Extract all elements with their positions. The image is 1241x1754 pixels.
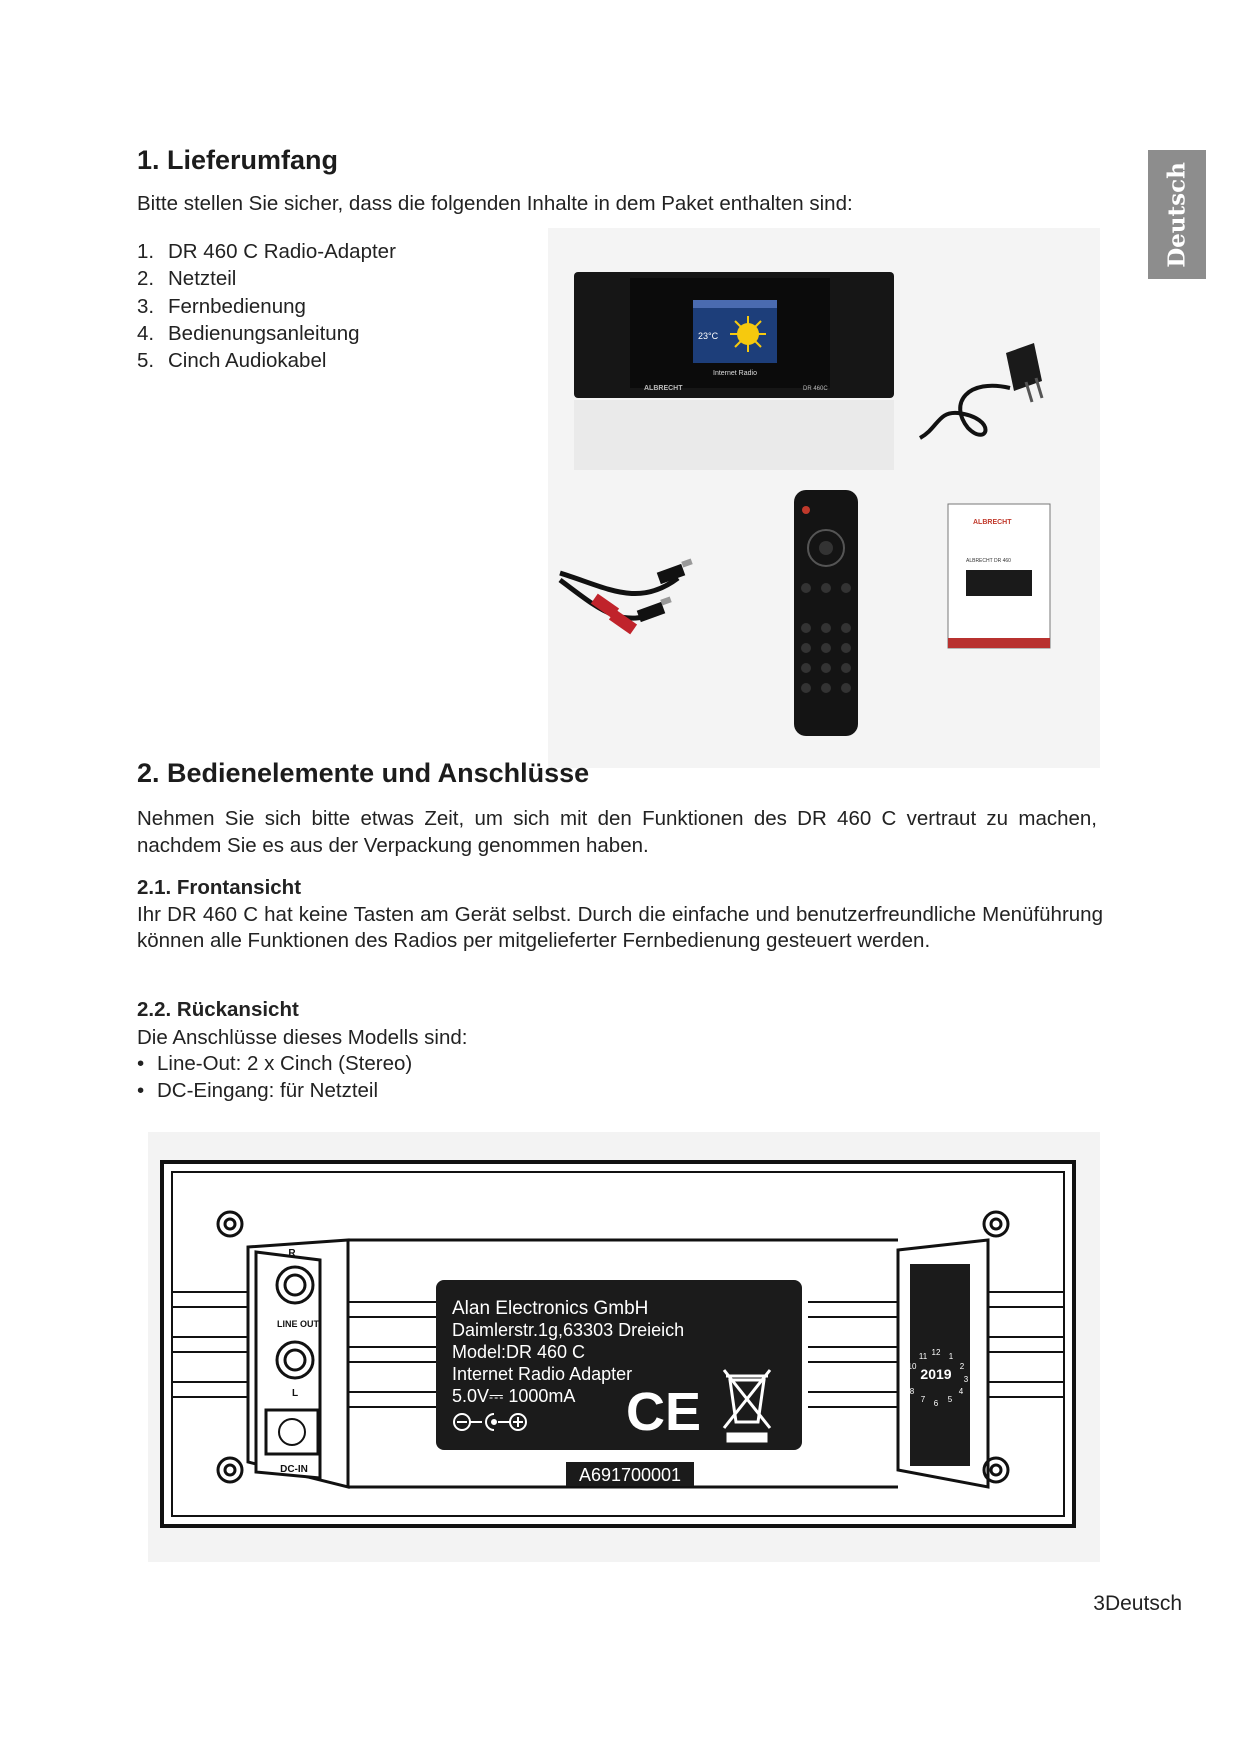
svg-text:5: 5 [947, 1395, 953, 1404]
page-footer: 3Deutsch [1093, 1592, 1182, 1615]
svg-text:3: 3 [963, 1375, 969, 1384]
svg-text:6: 6 [933, 1399, 939, 1408]
dc-in-socket [266, 1410, 318, 1454]
plate-line: Model:DR 460 C [452, 1342, 586, 1362]
remote-control-image [794, 490, 858, 736]
front-view-text: Ihr DR 460 C hat keine Tasten am Gerät selbst. Durch die einfache und benutzerfreundliche Menüführung können alle Funktionen des Radios per mitgelieferter Fernbedienung gesteuert werden. [137, 903, 1103, 952]
section-1-intro: Bitte stellen Sie sicher, dass die folgenden Inhalte in dem Paket enthalten sind: [137, 192, 853, 215]
rear-view-heading: 2.2. Rückansicht [137, 998, 299, 1021]
front-view-heading: 2.1. Frontansicht [137, 876, 302, 899]
ce-mark: CE [626, 1382, 702, 1442]
plate-line: Internet Radio Adapter [452, 1364, 633, 1384]
svg-text:4: 4 [958, 1387, 964, 1396]
svg-text:12: 12 [931, 1348, 941, 1357]
section-2-intro: Nehmen Sie sich bitte etwas Zeit, um sich mit den Funktionen des DR 460 C vertraut zu machen, nachdem Sie es aus der Verpackung genommen haben. [137, 807, 1097, 857]
svg-text:7: 7 [920, 1395, 926, 1404]
production-year: 2019 [920, 1366, 952, 1382]
device-model: DR 460C [803, 386, 828, 392]
label-dc-in: DC-IN [280, 1464, 308, 1475]
rating-plate [436, 1280, 802, 1450]
list-item: 4. Bedienungsanleitung [137, 321, 360, 345]
screen-temperature: 23°C [698, 331, 719, 341]
manual-model: ALBRECHT DR 460 [966, 558, 1011, 564]
list-item: 2. Netzteil [137, 267, 237, 291]
package-contents-list [137, 238, 396, 374]
language-tab-label: Deutsch [1163, 161, 1191, 268]
svg-text:11: 11 [918, 1352, 928, 1361]
svg-text:9: 9 [905, 1375, 911, 1384]
svg-text:10: 10 [907, 1362, 917, 1371]
list-item: 1. DR 460 C Radio-Adapter [137, 240, 396, 263]
device-brand: ALBRECHT [644, 385, 683, 392]
section-1-heading: 1. Lieferumfang [137, 145, 339, 175]
language-tab [1148, 150, 1206, 279]
svg-text:2: 2 [959, 1362, 965, 1371]
list-item: 3. Fernbedienung [137, 294, 306, 318]
label-l: L [291, 1388, 299, 1399]
svg-text:8: 8 [909, 1387, 915, 1396]
serial-number: A691700001 [578, 1465, 682, 1485]
rear-view-diagram [148, 1132, 1100, 1562]
svg-text:1: 1 [948, 1352, 954, 1361]
manual-brand: ALBRECHT [973, 519, 1012, 526]
label-line-out: LINE OUT [277, 1319, 319, 1329]
connections-list [137, 1050, 412, 1104]
plate-line: Alan Electronics GmbH [452, 1298, 649, 1319]
radio-adapter-image [574, 272, 894, 470]
label-r: R [288, 1248, 296, 1259]
date-dial [906, 1264, 970, 1466]
screen-caption: Internet Radio [713, 370, 757, 377]
plate-line: Daimlerstr.1g,63303 Dreieich [452, 1320, 685, 1340]
section-2-heading: 2. Bedienelemente und Anschlüsse [137, 758, 590, 788]
list-item: • Line-Out: 2 x Cinch (Stereo) [137, 1052, 413, 1075]
list-item: 5. Cinch Audiokabel [137, 349, 327, 373]
rear-view-intro: Die Anschlüsse dieses Modells sind: [137, 1026, 468, 1049]
manual-image [948, 504, 1050, 648]
plate-line: 5.0V⎓ 1000mA [452, 1386, 576, 1406]
package-contents-photo [548, 228, 1100, 768]
list-item: • DC-Eingang: für Netzteil [137, 1079, 379, 1102]
